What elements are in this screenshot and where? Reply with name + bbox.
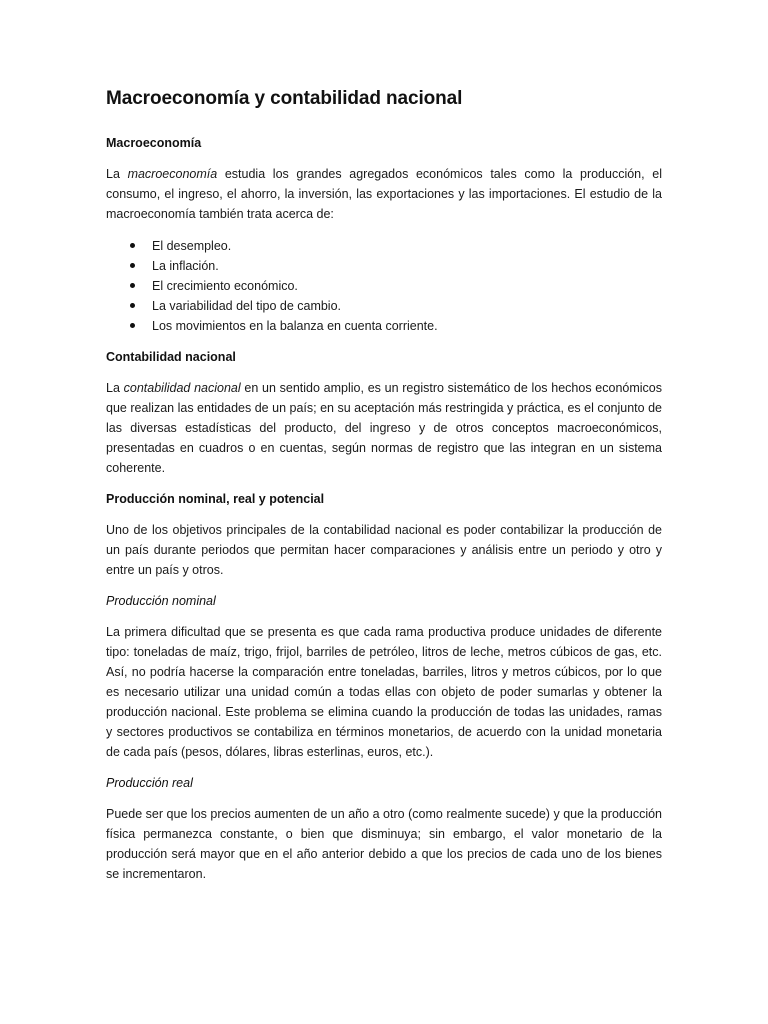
list-item-text: La inflación.	[152, 259, 219, 273]
subsection-heading-nominal: Producción nominal	[106, 594, 216, 608]
section-heading-contabilidad: Contabilidad nacional	[106, 350, 236, 364]
bullet-icon	[130, 323, 135, 328]
bullet-icon	[130, 263, 135, 268]
list-item-text: El crecimiento económico.	[152, 279, 298, 293]
list-item-text: Los movimientos en la balanza en cuenta corriente.	[152, 319, 438, 333]
bullet-icon	[130, 283, 135, 288]
paragraph-produccion: Uno de los objetivos principales de la contabilidad nacional es poder contabilizar la producción de un país durante periodos que permitan hacer comparaciones y análisis entre un periodo y otro y entre un país y otros.	[106, 523, 662, 577]
paragraph-nominal: La primera dificultad que se presenta es que cada rama productiva produce unidades de diferente tipo: toneladas de maíz, trigo, frijol, barriles de petróleo, litros de leche, metros cúbicos de gas, etc. Así, no podría hacerse la comparación entre toneladas, barriles, litros y metros cúbicos, por lo que es necesario utilizar una unidad común a todas ellas con objeto de poder sumarlas y obtener la producción nacional. Este problema se elimina cuando la producción de todas las unidades, ramas y sectores productivos se contabiliza en términos monetarios, de acuerdo con la unidad monetaria de cada país (pesos, dólares, libras esterlinas, euros, etc.).	[106, 625, 662, 759]
paragraph-contabilidad	[106, 378, 662, 478]
italic-term: contabilidad nacional	[123, 381, 241, 395]
list-item	[130, 296, 662, 316]
italic-term: macroeconomía	[127, 167, 218, 181]
list-item	[130, 256, 662, 276]
paragraph-macroeconomia	[106, 164, 662, 224]
section-heading-macroeconomia: Macroeconomía	[106, 136, 202, 150]
bullet-icon	[130, 243, 135, 248]
list-item	[130, 236, 662, 256]
text-run: estudia los grandes agregados económicos tales como la producción, el consumo, el ingreso, el ahorro, la inversión, las exportaciones y las importaciones. El estudio de la macroeconomía también trata acerca de:	[106, 167, 662, 221]
text-run: en un sentido amplio, es un registro sistemático de los hechos económicos que realizan las entidades de un país; en su aceptación más restringida y práctica, es el conjunto de las diversas estadísticas del producto, del ingreso y de otros conceptos macroeconómicos, presentadas en cuadros o en cuentas, según normas de registro que las integran en un sistema coherente.	[106, 381, 662, 475]
bullet-icon	[130, 303, 135, 308]
document-title: Macroeconomía y contabilidad nacional	[106, 88, 463, 109]
list-item	[130, 316, 662, 336]
text-run: La	[106, 381, 124, 395]
document-page	[106, 88, 662, 898]
list-item-text: La variabilidad del tipo de cambio.	[152, 299, 342, 313]
list-item	[130, 276, 662, 296]
section-heading-produccion: Producción nominal, real y potencial	[106, 492, 325, 506]
paragraph-real: Puede ser que los precios aumenten de un año a otro (como realmente sucede) y que la producción física permanezca constante, o bien que disminuya; sin embargo, el valor monetario de la producción será mayor que en el año anterior debido a que los precios de cada uno de los bienes se incrementaron.	[106, 807, 662, 881]
text-run: La	[106, 167, 128, 181]
bullet-list	[106, 236, 662, 336]
subsection-heading-real: Producción real	[106, 776, 193, 790]
list-item-text: El desempleo.	[152, 239, 232, 253]
